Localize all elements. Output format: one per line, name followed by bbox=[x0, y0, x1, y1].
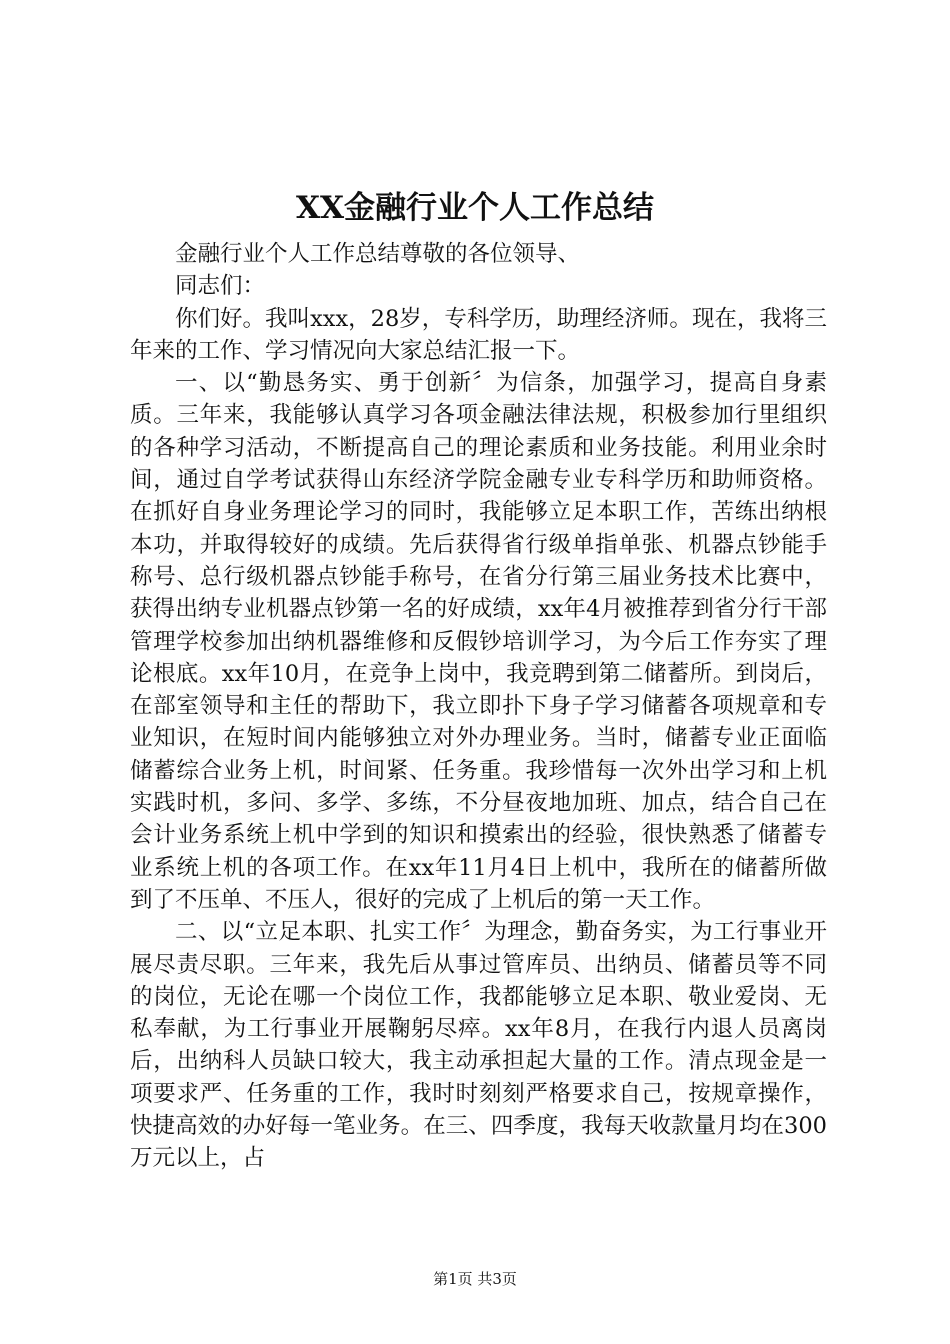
paragraph-intro: 你们好。我叫xxx，28岁，专科学历，助理经济师。现在，我将三年来的工作、学习情况向大家总结汇报一下。 bbox=[130, 305, 827, 364]
document-title: XX金融行业个人工作总结 bbox=[295, 190, 655, 226]
paragraph-salutation-cont: 同志们： bbox=[175, 273, 266, 300]
paragraph-salutation: 金融行业个人工作总结尊敬的各位领导、 bbox=[175, 241, 581, 267]
document-body bbox=[130, 238, 827, 1175]
page-footer: 第1页 共3页 bbox=[433, 1270, 517, 1288]
paragraph-section-one: 一、以“勤恳务实、勇于创新〞为信条，加强学习，提高自身素质。三年来，我能够认真学习各项金融法律法规，积极参加行里组织的各种学习活动，不断提高自己的理论素质和业务技能。利用业余时间，通过自学考试获得山东经济学院金融专业专科学历和助师资格。在抓好自身业务理论学习的同时，我能够立足本职工作，苦练出纳根本功，并取得较好的成绩。先后获得省行级单指单张、机器点钞能手称号、总行级机器点钞能手称号，在省分行第三届业务技术比赛中，获得出纳专业机器点钞第一名的好成绩，xx年4月被推荐到省分行干部管理学校参加出纳机器维修和反假钞培训学习，为今后工作夯实了理论根底。xx年10月，在竞争上岗中，我竞聘到第二储蓄所。到岗后，在部室领导和主任的帮助下，我立即扑下身子学习储蓄各项规章和专业知识，在短时间内能够独立对外办理业务。当时，储蓄专业正面临储蓄综合业务上机，时间紧、任务重。我珍惜每一次外出学习和上机实践时机，多问、多学、多练，不分昼夜地加班、加点，结合自己在会计业务系统上机中学到的知识和摸索出的经验，很快熟悉了储蓄专业系统上机的各项工作。在xx年11月4日上机中，我所在的储蓄所做到了不压单、不压人，很好的完成了上机后的第一天工作。 bbox=[130, 370, 827, 913]
paragraph-section-two: 二、以“立足本职、扎实工作〞为理念，勤奋务实，为工行事业开展尽责尽职。三年来，我先后从事过管库员、出纳员、储蓄员等不同的岗位，无论在哪一个岗位工作，我都能够立足本职、敬业爱岗、无私奉献，为工行事业开展鞠躬尽瘁。xx年8月，在我行内退人员离岗后，出纳科人员缺口较大，我主动承担起大量的工作。清点现金是一项要求严、任务重的工作，我时时刻刻严格要求自己，按规章操作，快捷高效的办好每一笔业务。在三、四季度，我每天收款量月均在300万元以上，占 bbox=[130, 919, 827, 1172]
